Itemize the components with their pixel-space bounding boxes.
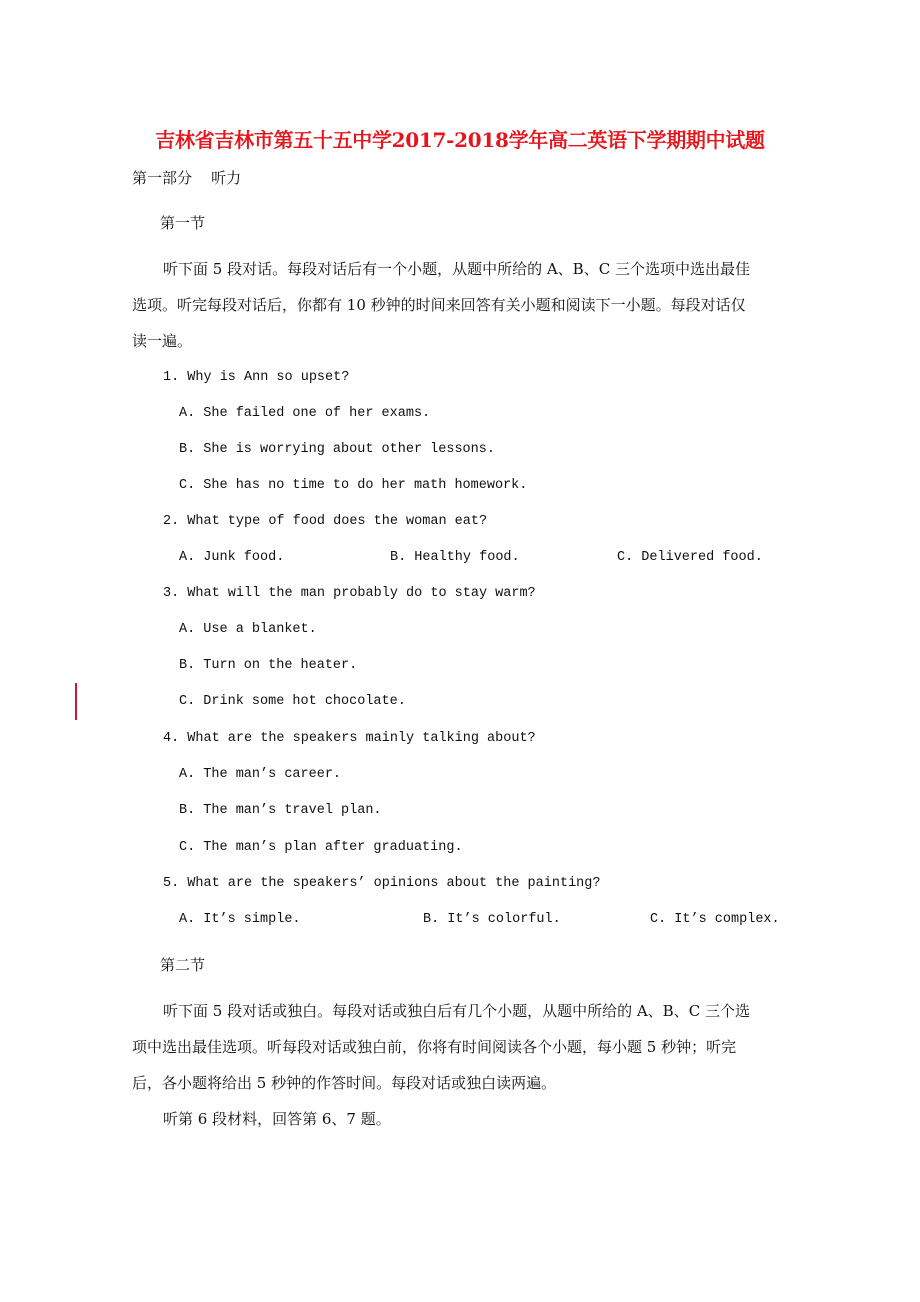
option: C. It’s complex. (650, 912, 780, 927)
option: A. Junk food. (179, 550, 285, 565)
section2-heading: 第二节 (160, 956, 206, 974)
option: A. It’s simple. (179, 912, 301, 927)
option: C. Delivered food. (617, 550, 763, 565)
part-heading: 第一部分 听力 (132, 169, 242, 187)
section1-instructions-line: 选项。听完每段对话后，你都有 10 秒钟的时间来回答有关小题和阅读下一小题。每段对话仅 (132, 296, 746, 314)
question-3: 3. What will the man probably do to stay warm? (163, 586, 536, 601)
section2-instructions-line: 后，各小题将给出 5 秒钟的作答时间。每段对话或独白读两遍。 (132, 1074, 557, 1092)
option: C. Drink some hot chocolate. (179, 694, 406, 709)
option: A. She failed one of her exams. (179, 406, 431, 421)
option: A. The man’s career. (179, 767, 342, 782)
option: B. She is worrying about other lessons. (179, 442, 495, 457)
question-5: 5. What are the speakers’ opinions about the painting? (163, 876, 601, 891)
question-2: 2. What type of food does the woman eat? (163, 514, 488, 529)
option: A. Use a blanket. (179, 622, 317, 637)
section1-instructions-line: 听下面 5 段对话。每段对话后有一个小题，从题中所给的 A、B、C 三个选项中选出最佳 (163, 260, 750, 278)
section2-instructions-line: 项中选出最佳选项。听每段对话或独白前，你将有时间阅读各个小题，每小题 5 秒钟；听完 (132, 1038, 737, 1056)
document-title: 吉林省吉林市第五十五中学2017-2018学年高二英语下学期期中试题 (155, 128, 765, 152)
section1-heading: 第一节 (160, 214, 206, 232)
section1-instructions-line: 读一遍。 (132, 332, 193, 350)
option: B. Turn on the heater. (179, 658, 358, 673)
text-cursor-marker (75, 683, 77, 720)
material-note: 听第 6 段材料，回答第 6、7 题。 (163, 1110, 391, 1128)
option: B. Healthy food. (390, 550, 520, 565)
question-1: 1. Why is Ann so upset? (163, 370, 350, 385)
option: B. It’s colorful. (423, 912, 561, 927)
question-4: 4. What are the speakers mainly talking about? (163, 731, 536, 746)
option: C. She has no time to do her math homework. (179, 478, 528, 493)
option: B. The man’s travel plan. (179, 803, 382, 818)
section2-instructions-line: 听下面 5 段对话或独白。每段对话或独白后有几个小题，从题中所给的 A、B、C 三个选 (163, 1002, 750, 1020)
option: C. The man’s plan after graduating. (179, 840, 463, 855)
